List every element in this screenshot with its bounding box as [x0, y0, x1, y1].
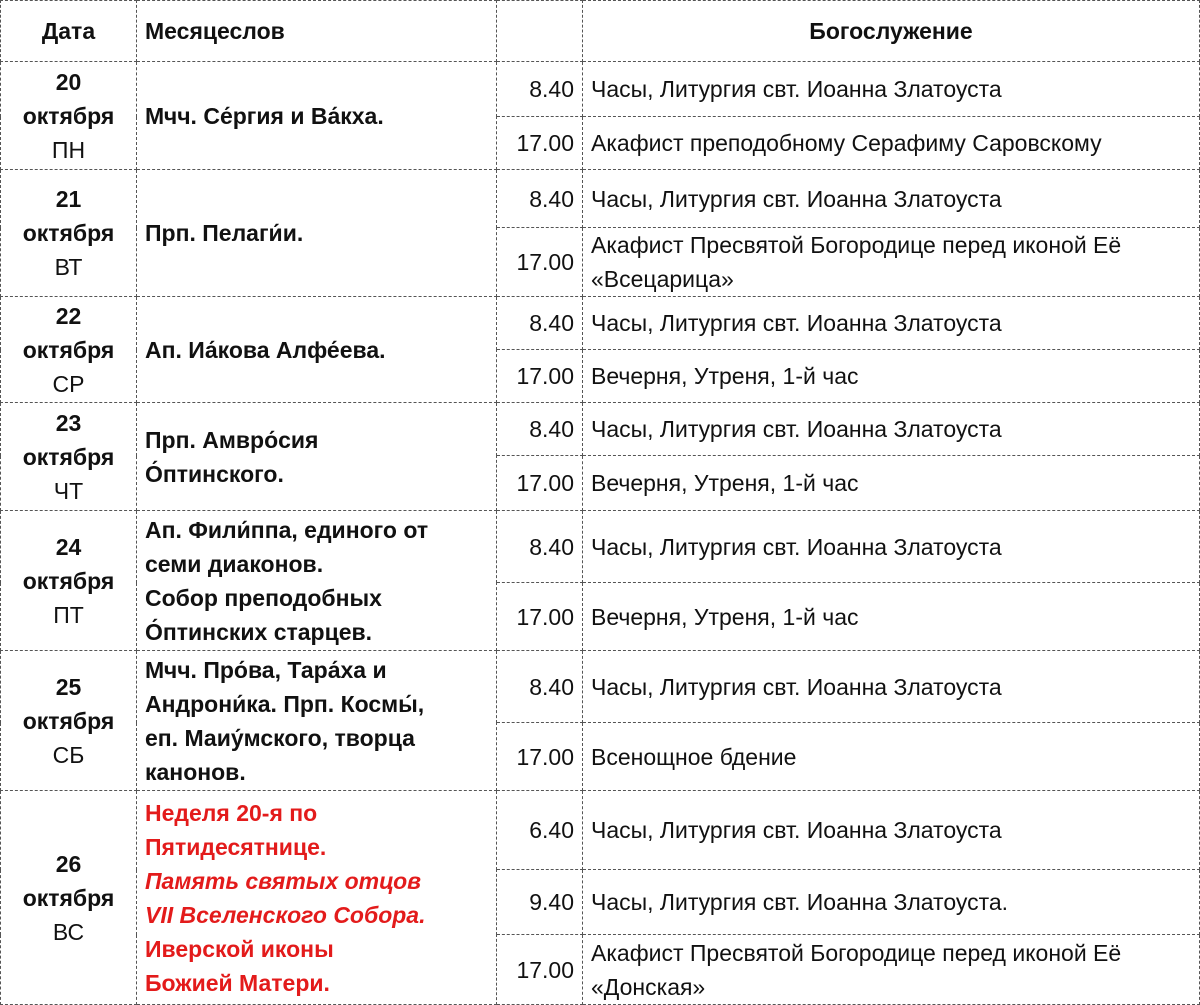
date-day: 26 — [55, 850, 82, 877]
date-weekday: ВС — [52, 918, 85, 945]
date-month: октября — [22, 707, 115, 734]
header-service: Богослужение — [583, 1, 1200, 62]
saint-cell — [137, 170, 497, 297]
date-cell — [1, 403, 137, 511]
saint-line: Ап. Фили́ппа, единого от — [145, 516, 429, 543]
date-cell — [1, 170, 137, 297]
saint-cell — [137, 297, 497, 403]
saint-line: О́птинского. — [145, 460, 284, 487]
schedule-row — [1, 791, 1200, 870]
date-weekday: ВТ — [54, 254, 83, 280]
service-time: 9.40 — [497, 870, 583, 935]
service-name: Часы, Литургия свт. Иоанна Златоуста. — [583, 870, 1200, 935]
service-time: 8.40 — [497, 403, 583, 456]
service-name: Акафист преподобному Серафиму Саровскому — [583, 117, 1200, 170]
header-month: Месяцеслов — [137, 1, 497, 62]
date-day: 20 — [55, 68, 82, 95]
service-time: 17.00 — [497, 935, 583, 1005]
service-time: 17.00 — [497, 723, 583, 791]
date-cell — [1, 62, 137, 170]
service-name: Часы, Литургия свт. Иоанна Златоуста — [583, 791, 1200, 870]
saint-cell — [137, 62, 497, 170]
saint-line: VII Вселенского Собора. — [145, 901, 426, 928]
date-month: октября — [22, 220, 115, 246]
service-name: Вечерня, Утреня, 1-й час — [583, 583, 1200, 651]
saint-line: Прп. Амвро́сия — [145, 426, 319, 453]
service-name: Вечерня, Утреня, 1-й час — [583, 456, 1200, 511]
header-time-blank — [497, 1, 583, 62]
service-time: 6.40 — [497, 791, 583, 870]
service-name: Акафист Пресвятой Богородице перед иконой Её «Донская» — [583, 935, 1200, 1005]
saint-line: семи диаконов. — [145, 550, 324, 577]
date-month: октября — [22, 567, 115, 594]
service-name: Часы, Литургия свт. Иоанна Златоуста — [583, 170, 1200, 228]
date-cell — [1, 511, 137, 651]
date-cell — [1, 791, 137, 1005]
saint-line: Прп. Пелаги́и. — [145, 220, 304, 246]
service-time: 8.40 — [497, 297, 583, 350]
date-day: 21 — [55, 186, 82, 212]
saint-line: Пятидесятнице. — [145, 833, 327, 860]
date-day: 25 — [55, 673, 82, 700]
saint-line: еп. Маиу́мского, творца — [145, 724, 415, 751]
service-time: 8.40 — [497, 62, 583, 117]
service-time: 17.00 — [497, 350, 583, 403]
date-month: октября — [22, 336, 115, 363]
schedule-row — [1, 170, 1200, 228]
saint-line: Иверской иконы — [145, 935, 334, 962]
service-time: 8.40 — [497, 511, 583, 583]
saint-line: Память святых отцов — [145, 867, 422, 894]
date-weekday: ЧТ — [53, 477, 84, 504]
date-weekday: ПТ — [53, 601, 84, 628]
date-day: 23 — [55, 409, 82, 436]
service-time: 17.00 — [497, 228, 583, 297]
schedule-row — [1, 297, 1200, 350]
service-time: 17.00 — [497, 117, 583, 170]
service-name: Часы, Литургия свт. Иоанна Златоуста — [583, 403, 1200, 456]
saint-line: Андрони́ка. Прп. Космы́, — [145, 690, 425, 717]
saint-cell — [137, 511, 497, 651]
service-name: Всенощное бдение — [583, 723, 1200, 791]
date-weekday: СБ — [52, 741, 85, 768]
service-time: 8.40 — [497, 170, 583, 228]
service-name: Часы, Литургия свт. Иоанна Златоуста — [583, 651, 1200, 723]
service-name: Часы, Литургия свт. Иоанна Златоуста — [583, 511, 1200, 583]
saint-line: Неделя 20-я по — [145, 799, 318, 826]
schedule-row — [1, 651, 1200, 723]
saint-cell — [137, 651, 497, 791]
service-name: Часы, Литургия свт. Иоанна Златоуста — [583, 297, 1200, 350]
saint-line: Собор преподобных — [145, 584, 382, 611]
date-cell — [1, 297, 137, 403]
saint-line: Ап. Иа́кова Алфе́ева. — [145, 336, 386, 363]
date-day: 24 — [55, 533, 82, 560]
schedule-row — [1, 403, 1200, 456]
saint-line: канонов. — [145, 758, 246, 785]
date-weekday: СР — [52, 370, 85, 397]
date-month: октября — [22, 884, 115, 911]
date-cell — [1, 651, 137, 791]
schedule-row — [1, 511, 1200, 583]
saint-line: Божией Матери. — [145, 969, 330, 996]
saint-cell — [137, 403, 497, 511]
saint-cell — [137, 791, 497, 1005]
service-time: 8.40 — [497, 651, 583, 723]
service-time: 17.00 — [497, 456, 583, 511]
saint-line: О́птинских старцев. — [145, 618, 373, 645]
service-name: Часы, Литургия свт. Иоанна Златоуста — [583, 62, 1200, 117]
service-name: Акафист Пресвятой Богородице перед иконой Её «Всецарица» — [583, 228, 1200, 297]
date-month: октября — [22, 443, 115, 470]
saint-line: Мчч. Про́ва, Тара́ха и — [145, 656, 387, 683]
service-time: 17.00 — [497, 583, 583, 651]
date-weekday: ПН — [51, 136, 86, 163]
header-date: Дата — [1, 1, 137, 62]
header-row — [1, 1, 1200, 62]
service-name: Вечерня, Утреня, 1-й час — [583, 350, 1200, 403]
saint-line: Мчч. Се́ргия и Ва́кха. — [145, 102, 384, 129]
date-month: октября — [22, 102, 115, 129]
schedule-row — [1, 62, 1200, 117]
date-day: 22 — [55, 302, 82, 329]
schedule-body — [1, 1, 1200, 1005]
